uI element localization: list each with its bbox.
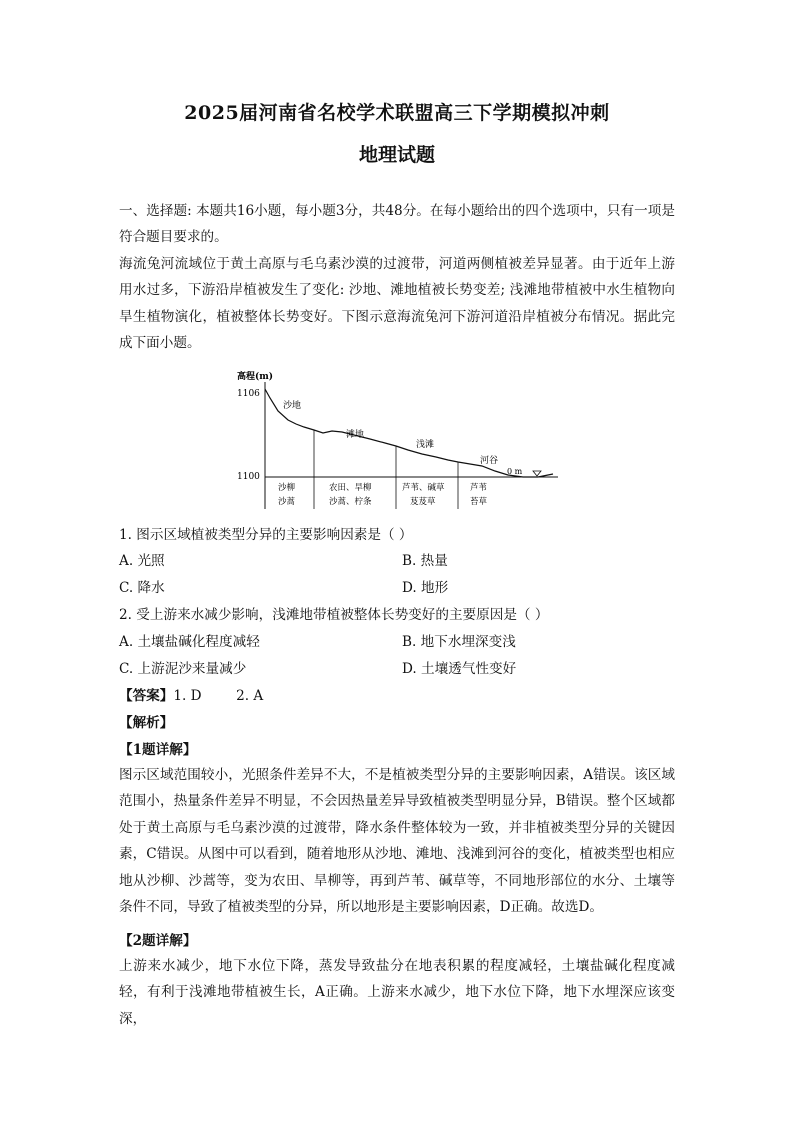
section-intro: 一、选择题: 本题共16小题，每小题3分，共48分。在每小题给出的四个选项中，只有一项是符合题目要求的。 [119, 203, 675, 246]
veg-zone4-line1: 芦苇 [470, 483, 488, 493]
water-level-icon [533, 471, 541, 476]
veg-zone1-line2: 沙蒿 [278, 497, 296, 507]
passage: 海流兔河流域位于黄土高原与毛乌素沙漠的过渡带，河道两侧植被差异显著。由于近年上游用水过多，下游沿岸植被发生了变化: 沙地、滩地植被长势变差; 浅滩地带植被中水生植物向旱生植物演化，植被整体长势变好。下图示意海流兔河下游河道沿岸植被分布情况。据此完成下面小题。 [119, 256, 675, 352]
water-level-label: 0 m [507, 467, 523, 476]
page-subtitle: 地理试题 [358, 144, 435, 166]
figure-ylabel: 高程(m) [237, 372, 274, 382]
figure-ytick-bottom: 1100 [237, 472, 260, 482]
question-2-option-c[interactable]: C. 上游泥沙来量减少 [119, 661, 247, 677]
question-1-stem: 1. 图示区域植被类型分异的主要影响因素是（ ） [119, 527, 413, 543]
detail-1-text: 图示区域范围较小，光照条件差异不大，不是植被类型分异的主要影响因素，A错误。该区域范围小，热量条件差异不明显，不会因热量差异导致植被类型明显分异，B错误。整个区域都处于黄土高原与毛乌素沙漠的过渡带，降水条件整体较为一致，并非植被类型分异的关键因素，C错误。从图中可以看到，随着地形从沙地、滩地、浅滩到河谷的变化，植被类型也相应地从沙柳、沙蒿等，变为农田、旱柳等，再到芦苇、碱草等，不同地形部位的水分、土壤等条件不同，导致了植被类型的分异，所以地形是主要影响因素，D正确。故选D。 [119, 767, 675, 916]
answer-line [119, 684, 263, 704]
question-1-option-d[interactable]: D. 地形 [402, 580, 449, 596]
answer-text: 1. D 2. A [173, 688, 264, 704]
question-1-option-c[interactable]: C. 降水 [119, 580, 165, 596]
terrain-profile [265, 389, 553, 477]
zone-label-shoal: 浅滩 [416, 440, 435, 450]
vegetation-profile-figure [230, 364, 570, 514]
zone-label-beach: 滩地 [346, 430, 365, 440]
veg-zone1-line1: 沙柳 [278, 483, 296, 493]
detail-2-label: 【2题详解】 [119, 933, 197, 949]
question-1-option-b[interactable]: B. 热量 [402, 553, 448, 569]
veg-zone3-line1: 芦苇、碱草 [402, 483, 445, 493]
zone-label-valley: 河谷 [480, 456, 499, 466]
question-2-option-b[interactable]: B. 地下水埋深变浅 [402, 634, 516, 650]
analysis-label: 【解析】 [119, 715, 174, 731]
veg-zone4-line2: 苔草 [470, 497, 488, 507]
veg-zone2-line1: 农田、旱柳 [329, 483, 372, 493]
veg-zone3-line2: 芨芨草 [410, 497, 436, 507]
page-title: 2025届河南省名校学术联盟高三下学期模拟冲刺 [184, 102, 610, 124]
question-1-option-a[interactable]: A. 光照 [119, 553, 165, 569]
question-2-option-d[interactable]: D. 土壤透气性变好 [402, 661, 517, 677]
veg-zone2-line2: 沙蒿、柠条 [329, 497, 372, 507]
figure-ytick-top: 1106 [237, 389, 260, 399]
answer-label: 【答案】 [119, 688, 174, 704]
question-2-stem: 2. 受上游来水减少影响，浅滩地带植被整体长势变好的主要原因是（ ） [119, 607, 549, 623]
question-2-option-a[interactable]: A. 土壤盐碱化程度减轻 [119, 634, 260, 650]
detail-1-label: 【1题详解】 [119, 742, 197, 758]
zone-label-sand: 沙地 [283, 401, 302, 411]
detail-2-text: 上游来水减少，地下水位下降，蒸发导致盐分在地表积累的程度减轻，土壤盐碱化程度减轻，有利于浅滩地带植被生长，A正确。上游来水减少，地下水位下降，地下水埋深应该变深， [119, 958, 675, 1027]
